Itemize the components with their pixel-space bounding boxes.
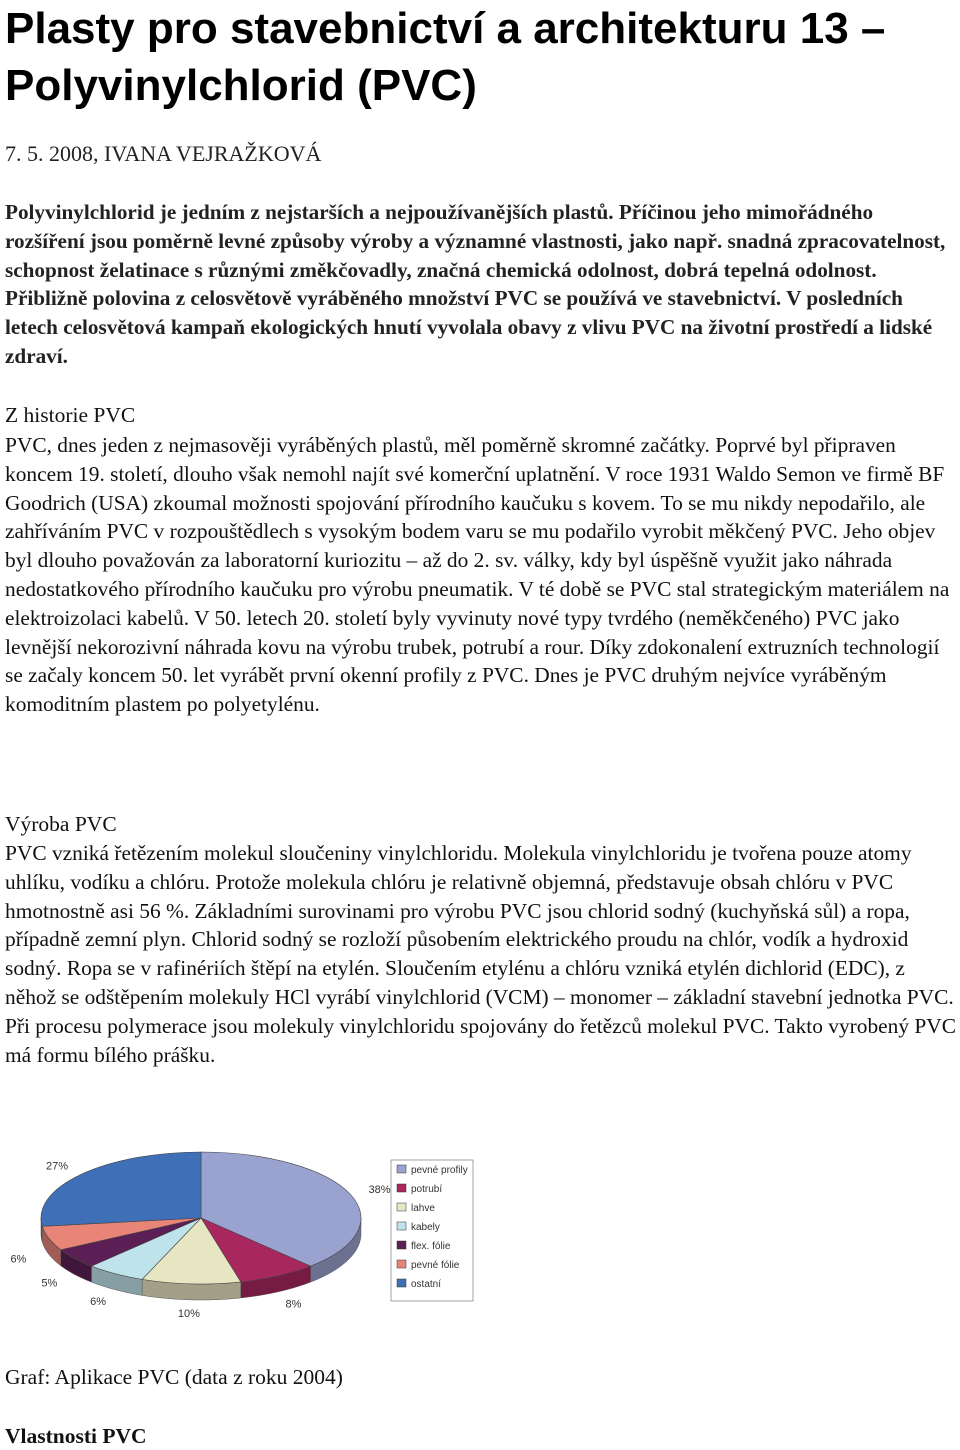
pie-chart (5, 1128, 483, 1333)
pie-legend (391, 1160, 473, 1301)
legend-label: potrubí (411, 1184, 443, 1195)
article-byline: 7. 5. 2008, IVANA VEJRAŽKOVÁ (5, 141, 322, 166)
figure-caption: Graf: Aplikace PVC (data z roku 2004) (5, 1365, 343, 1389)
section-text-production: PVC vzniká řetězením molekul sloučeniny vinylchloridu. Molekula vinylchloridu je tvořena pouze atomy uhlíku, vodíku a chlóru. Protože molekula chlóru je relativně objemná, představuje obsah chlóru v PVC hmotnostně asi 56 %. Základními surovinami pro výrobu PVC jsou chlorid sodný (kuchyňská sůl) a ropa, případně zemní plyn. Chlorid sodný se rozloží působením elektrického proudu na chlór, vodík a hydroxid sodný. Ropa se v rafinériích štěpí na etylén. Sloučením etylénu a chlóru vzniká etylén dichlorid (EDC), z něhož se odštěpením molekuly HCl vyrábí vinylchlorid (VCM) – monomer – základní stavební jednotka PVC. Při procesu polymerace jsou molekuly vinylchloridu spojovány do řetězců molekul PVC. Takto vyrobený PVC má formu bílého prášku. (5, 841, 957, 1067)
legend-swatch (397, 1241, 406, 1249)
pie-value-label: 38% (368, 1183, 391, 1196)
legend-label: flex. fólie (411, 1241, 451, 1252)
legend-swatch (397, 1222, 406, 1230)
pie-chart-svg (5, 1128, 483, 1333)
pie-value-label: 27% (45, 1160, 69, 1173)
legend-label: lahve (411, 1203, 435, 1214)
pie-value-label: 8% (285, 1298, 302, 1311)
legend-label: pevné profily (411, 1165, 468, 1176)
legend-swatch (397, 1203, 406, 1211)
legend-swatch (397, 1184, 406, 1192)
article-lead: Polyvinylchlorid je jedním z nejstarších a nejpoužívanějších plastů. Příčinou jeho mimořádného rozšíření jsou poměrně levné způsoby výroby a významné vlastnosti, jako např. snadná zpracovatelnost, schopnost želatinace s různými změkčovadly, značná chemická odolnost, dobrá tepelná odolnost. Přibližně polovina z celosvětově vyráběného množství PVC se používá ve stavebnictví. V posledních letech celosvětová kampaň ekologických hnutí vyvolala obavy z vlivu PVC na životní prostředí a lidské zdraví. (5, 200, 946, 368)
article-title: Plasty pro stavebnictví a architekturu 13 – Polyvinylchlorid (PVC) (5, 4, 886, 110)
section-heading-properties: Vlastnosti PVC (5, 1424, 147, 1448)
section-heading-history: Z historie PVC (5, 403, 136, 427)
section-heading-production: Výroba PVC (5, 812, 117, 836)
legend-label: ostatní (411, 1279, 442, 1290)
pie-value-label: 6% (90, 1295, 107, 1308)
legend-label: kabely (411, 1222, 440, 1233)
pie-value-label: 6% (10, 1253, 27, 1266)
legend-label: pevné fólie (411, 1260, 460, 1271)
section-text-history: PVC, dnes jeden z nejmasověji vyráběných plastů, měl poměrně skromné začátky. Poprvé byl připraven koncem 19. století, dlouho však nemohl najít své komerční uplatnění. V roce 1931 Waldo Semon ve firmě BF Goodrich (USA) zkoumal možnosti spojování přírodního kaučuku s kovem. To se mu nikdy nepodařilo, ale zahříváním PVC v rozpouštědlech s vysokým bodem varu se mu podařilo vyrobit měkčený PVC. Jeho objev byl dlouho považován za laboratorní kuriozitu – až do 2. sv. války, kdy byl úspěšně využit jako náhrada nedostatkového přírodního kaučuku pro výrobu pneumatik. V té době se PVC stal strategickým materiálem na elektroizolaci kabelů. V 50. letech 20. století byly vyvinuty nové typy tvrdého (neměkčeného) PVC jako levnější nekorozivní náhrada kovu na výrobu trubek, potrubí a rour. Díky zdokonalení extruzních technologií se začaly koncem 50. let vyrábět první okenní profily z PVC. Dnes je PVC druhým nejvíce vyráběným komoditním plastem po polyetylénu. (5, 433, 950, 717)
pie-value-label: 5% (41, 1277, 58, 1290)
legend-swatch (397, 1165, 406, 1173)
legend-swatch (397, 1260, 406, 1268)
pie-value-label: 10% (177, 1308, 200, 1320)
pie-slices (41, 1152, 361, 1284)
legend-swatch (397, 1279, 406, 1287)
